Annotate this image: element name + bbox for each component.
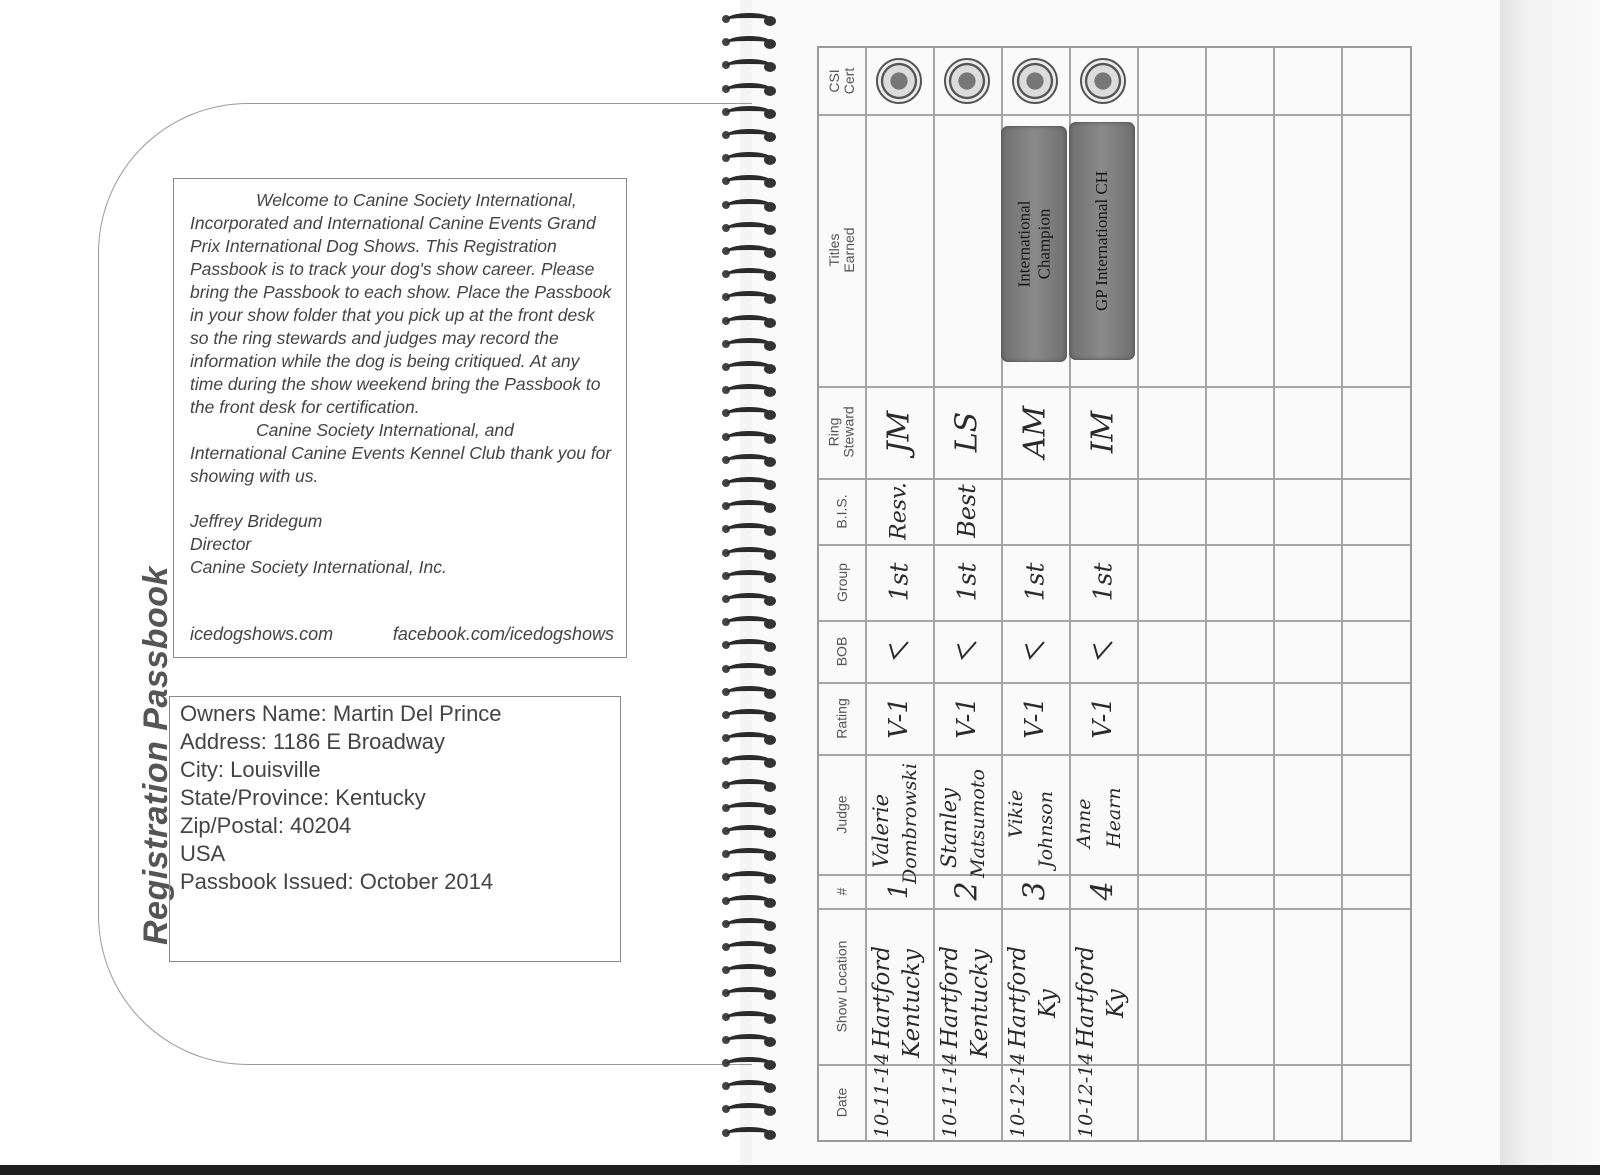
entry-judge-line2: Dombrowski bbox=[899, 763, 921, 884]
table-row-divider bbox=[819, 386, 1410, 388]
entry-location-line1: Hartford bbox=[1005, 945, 1031, 1048]
owner-state: State/Province: Kentucky bbox=[180, 785, 426, 810]
table-row-divider bbox=[819, 1064, 1410, 1066]
entry-location-line2: Kentucky bbox=[967, 949, 993, 1058]
header-group: Group bbox=[833, 562, 850, 602]
spiral-coil bbox=[722, 1100, 778, 1118]
spiral-coil bbox=[722, 776, 778, 794]
owner-info-box bbox=[169, 696, 621, 962]
title-ribbon: International Champion bbox=[1001, 126, 1067, 362]
show-record-table bbox=[817, 46, 1412, 1142]
entry-date: 10-12-14 bbox=[1075, 1052, 1097, 1138]
entry-location-line1: Hartford bbox=[1073, 945, 1099, 1048]
table-col-divider bbox=[1273, 48, 1275, 1140]
table-row-divider bbox=[819, 754, 1410, 756]
spiral-coil bbox=[722, 868, 778, 886]
spiral-coil bbox=[722, 520, 778, 538]
csi-certification-seal bbox=[1080, 58, 1126, 104]
spiral-coil bbox=[722, 1031, 778, 1049]
entry-rating: V-1 bbox=[884, 697, 914, 739]
entry-steward: JM bbox=[881, 410, 917, 454]
signature-name: Jeffrey Bridegum bbox=[190, 511, 323, 531]
spiral-coil bbox=[722, 288, 778, 306]
spiral-coil bbox=[722, 80, 778, 98]
page-edge bbox=[1500, 0, 1600, 1175]
spiral-coil bbox=[722, 497, 778, 515]
welcome-box bbox=[173, 178, 627, 658]
spiral-coil bbox=[722, 544, 778, 562]
spiral-coil bbox=[722, 1008, 778, 1026]
entry-steward: AM bbox=[1017, 405, 1053, 459]
entry-location-line1: Hartford bbox=[869, 945, 895, 1048]
owner-zip: Zip/Postal: 40204 bbox=[180, 813, 352, 838]
table-row-divider bbox=[819, 908, 1410, 910]
spiral-binding bbox=[722, 10, 786, 1165]
title-ribbon: GP International CH bbox=[1069, 122, 1135, 360]
spiral-coil bbox=[722, 335, 778, 353]
entry-date: 10-11-14 bbox=[939, 1052, 961, 1138]
spiral-coil bbox=[722, 196, 778, 214]
spiral-coil bbox=[722, 567, 778, 585]
thanks-paragraph: Canine Society International, and International Canine Events Kennel Club thank you for showing with us. bbox=[190, 420, 612, 486]
passbook-title: Registration Passbook bbox=[137, 566, 175, 945]
table-col-divider bbox=[1205, 48, 1207, 1140]
header-judge: Judge bbox=[833, 794, 850, 834]
entry-judge-line2: Matsumoto bbox=[967, 769, 989, 878]
spiral-coil bbox=[722, 10, 778, 28]
header-bis: B.I.S. bbox=[833, 493, 850, 529]
entry-number: 3 bbox=[1017, 881, 1053, 901]
header-rating: Rating bbox=[833, 697, 850, 739]
spiral-coil bbox=[722, 103, 778, 121]
entry-judge-line1: Valerie bbox=[869, 793, 893, 868]
spiral-coil bbox=[722, 312, 778, 330]
spiral-coil bbox=[722, 219, 778, 237]
entry-judge-line2: Hearn bbox=[1103, 787, 1125, 848]
table-col-divider bbox=[865, 48, 867, 1140]
entry-location-line2: Kentucky bbox=[899, 949, 925, 1058]
bob-check-mark bbox=[1092, 640, 1114, 662]
spiral-coil bbox=[722, 613, 778, 631]
entry-location-line1: Hartford bbox=[937, 945, 963, 1048]
owner-city: City: Louisville bbox=[180, 757, 321, 782]
spiral-coil bbox=[722, 242, 778, 260]
spiral-coil bbox=[722, 428, 778, 446]
entry-group: 1st bbox=[952, 562, 982, 602]
entry-steward: IM bbox=[1085, 410, 1121, 454]
csi-certification-seal bbox=[876, 58, 922, 104]
website-link[interactable]: icedogshows.com bbox=[190, 624, 334, 644]
table-row-divider bbox=[819, 544, 1410, 546]
entry-steward: LS bbox=[949, 411, 985, 453]
table-row-divider bbox=[819, 620, 1410, 622]
table-col-divider bbox=[1137, 48, 1139, 1140]
table-col-divider bbox=[933, 48, 935, 1140]
spiral-coil bbox=[722, 938, 778, 956]
facebook-link[interactable]: facebook.com/icedogshows bbox=[392, 624, 614, 644]
spiral-coil bbox=[722, 33, 778, 51]
spiral-coil bbox=[722, 915, 778, 933]
spiral-coil bbox=[722, 590, 778, 608]
links-row bbox=[190, 623, 614, 646]
entry-judge-line1: Anne bbox=[1073, 798, 1095, 848]
spiral-coil bbox=[722, 706, 778, 724]
csi-certification-seal bbox=[944, 58, 990, 104]
owner-country: USA bbox=[180, 841, 226, 866]
entry-group: 1st bbox=[884, 562, 914, 602]
spiral-coil bbox=[722, 172, 778, 190]
spiral-coil bbox=[722, 149, 778, 167]
owner-name: Owners Name: Martin Del Prince bbox=[180, 701, 502, 726]
table-row-divider bbox=[819, 114, 1410, 116]
entry-date: 10-12-14 bbox=[1007, 1052, 1029, 1138]
entry-rating: V-1 bbox=[952, 697, 982, 739]
header-cert: CSI Cert bbox=[826, 67, 857, 95]
header-number: # bbox=[833, 887, 850, 895]
owner-address: Address: 1186 E Broadway bbox=[180, 729, 445, 754]
entry-location-line2: Ky bbox=[1103, 989, 1129, 1018]
spiral-coil bbox=[722, 683, 778, 701]
entry-number: 2 bbox=[949, 881, 985, 901]
spiral-coil bbox=[722, 474, 778, 492]
entry-group: 1st bbox=[1088, 562, 1118, 602]
table-row-divider bbox=[819, 478, 1410, 480]
spiral-coil bbox=[722, 404, 778, 422]
entry-date: 10-11-14 bbox=[871, 1052, 893, 1138]
spiral-coil bbox=[722, 892, 778, 910]
spiral-coil bbox=[722, 822, 778, 840]
entry-bis: Resv. bbox=[886, 482, 912, 540]
signature-org: Canine Society International, Inc. bbox=[190, 557, 447, 577]
table-row-divider bbox=[819, 682, 1410, 684]
spiral-coil bbox=[722, 358, 778, 376]
spiral-coil bbox=[722, 729, 778, 747]
scan-bottom-edge bbox=[0, 1165, 1600, 1175]
spiral-coil bbox=[722, 984, 778, 1002]
entry-rating: V-1 bbox=[1088, 697, 1118, 739]
header-date: Date bbox=[833, 1087, 850, 1117]
spiral-coil bbox=[722, 265, 778, 283]
header-location: Show Location bbox=[833, 940, 850, 1032]
entry-bis: Best bbox=[953, 484, 981, 538]
spiral-coil bbox=[722, 752, 778, 770]
entry-number: 4 bbox=[1085, 881, 1121, 901]
spiral-coil bbox=[722, 126, 778, 144]
spiral-coil bbox=[722, 660, 778, 678]
entry-judge-line2: Johnson bbox=[1035, 791, 1057, 868]
spiral-coil bbox=[722, 381, 778, 399]
spiral-coil bbox=[722, 56, 778, 74]
entry-judge-line1: Vikie bbox=[1005, 789, 1027, 838]
entry-number: 1 bbox=[884, 882, 914, 900]
header-steward: Ring Steward bbox=[826, 406, 858, 458]
entry-location-line2: Ky bbox=[1035, 989, 1061, 1018]
spiral-coil bbox=[722, 636, 778, 654]
left-page bbox=[0, 0, 740, 1165]
entry-group: 1st bbox=[1020, 562, 1050, 602]
signature-title: Director bbox=[190, 534, 252, 554]
table-col-divider bbox=[1341, 48, 1343, 1140]
bob-check-mark bbox=[1024, 640, 1046, 662]
spiral-coil bbox=[722, 1054, 778, 1072]
spiral-coil bbox=[722, 799, 778, 817]
spiral-coil bbox=[722, 961, 778, 979]
bob-check-mark bbox=[956, 640, 978, 662]
passbook-issued: Passbook Issued: October 2014 bbox=[180, 869, 494, 894]
csi-certification-seal bbox=[1012, 58, 1058, 104]
header-titles: Titles Earned bbox=[826, 227, 857, 273]
spiral-coil bbox=[722, 451, 778, 469]
entry-judge-line1: Stanley bbox=[937, 788, 961, 868]
header-bob: BOB bbox=[833, 636, 850, 666]
welcome-paragraph: Welcome to Canine Society International, Incorporated and International Canine Events Grand Prix International Dog Shows. This Registration Passbook is to track your dog's show career. Please bring the Passbook to each show. Place the Passbook in your show folder that you pick up at the front desk so the ring stewards and judges may record the information while the dog is being critiqued. At any time during the show weekend bring the Passbook to the front desk for certification. bbox=[190, 190, 612, 417]
bob-check-mark bbox=[888, 640, 910, 662]
entry-rating: V-1 bbox=[1020, 697, 1050, 739]
spiral-coil bbox=[722, 1077, 778, 1095]
spiral-coil bbox=[722, 1124, 778, 1142]
spiral-coil bbox=[722, 845, 778, 863]
